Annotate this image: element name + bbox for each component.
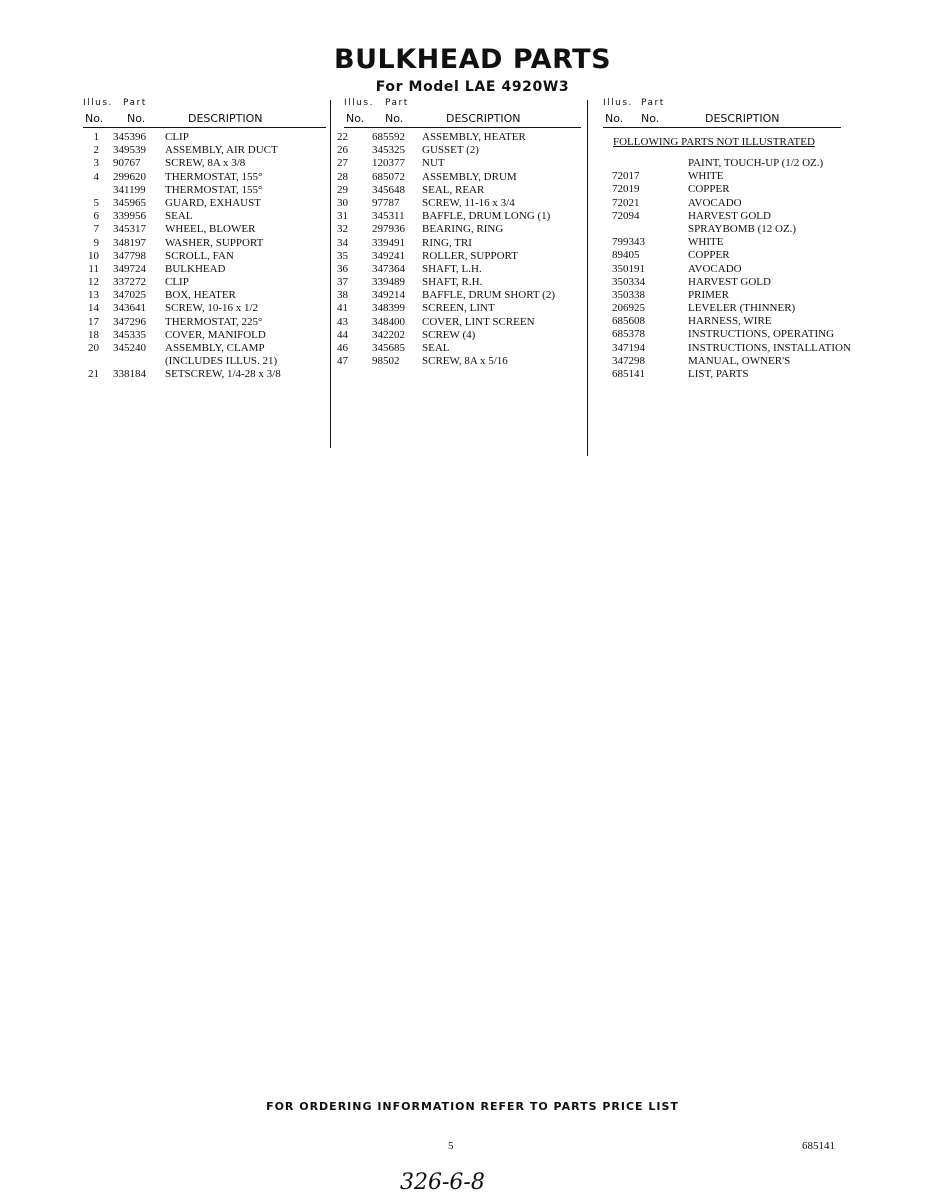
illus-number: 5 <box>93 196 99 209</box>
column-divider <box>330 100 331 448</box>
part-description: LEVELER (THINNER) <box>688 302 796 315</box>
part-row <box>83 131 326 144</box>
part-row <box>337 131 581 144</box>
part-row <box>603 341 851 355</box>
page-title: BULKHEAD PARTS <box>333 44 612 75</box>
illus-header-label: Illus. <box>83 98 113 108</box>
part-description: SEAL <box>422 342 450 354</box>
part-description: GUARD, EXHAUST <box>165 196 261 209</box>
part-number: 685141 <box>612 368 645 380</box>
parts-list <box>83 131 326 382</box>
illus-number: 6 <box>93 210 99 223</box>
part-description: SHAFT, L.H. <box>422 262 482 275</box>
column-header-top <box>344 98 581 112</box>
part-no-header: No. <box>641 112 660 125</box>
illus-number: 4 <box>93 170 99 183</box>
part-description: SCREEN, LINT <box>422 302 495 315</box>
header-rule <box>603 127 841 128</box>
part-no-header: No. <box>385 112 404 125</box>
part-row <box>603 157 841 170</box>
part-description: COVER, MANIFOLD <box>165 328 266 341</box>
part-row <box>337 144 581 157</box>
part-row <box>83 342 326 355</box>
part-header-label: Part <box>123 98 147 108</box>
part-description: SCREW, 8A x 5/16 <box>422 355 508 368</box>
part-row <box>337 170 581 184</box>
illus-number: 14 <box>88 302 99 315</box>
description-header: DESCRIPTION <box>705 112 780 125</box>
part-row <box>337 196 581 210</box>
part-description: BEARING, RING <box>422 223 504 236</box>
part-number: 348399 <box>372 302 405 315</box>
header-rule <box>344 127 581 128</box>
column-header-bottom <box>344 112 581 126</box>
description-header: DESCRIPTION <box>446 112 521 125</box>
part-number: 299620 <box>113 170 146 183</box>
illus-number: 12 <box>88 276 99 289</box>
part-row <box>603 276 841 289</box>
part-row <box>83 263 326 276</box>
illus-number: 28 <box>337 170 348 183</box>
part-number: 120377 <box>372 157 405 170</box>
part-description: SCROLL, FAN <box>165 249 234 262</box>
part-row <box>337 262 581 276</box>
parts-column-1 <box>83 98 326 382</box>
part-description: PRIMER <box>688 288 729 301</box>
illus-number: 37 <box>337 276 348 289</box>
part-number: 338184 <box>113 368 146 381</box>
illus-no-header: No. <box>346 112 365 125</box>
part-row <box>603 197 841 210</box>
part-number: 348400 <box>372 315 405 328</box>
part-row <box>337 210 581 223</box>
part-row <box>83 223 326 236</box>
illus-number: 20 <box>88 342 99 354</box>
part-description: SEAL, REAR <box>422 183 485 196</box>
part-number: 685608 <box>612 315 645 328</box>
part-description: ASSEMBLY, DRUM <box>422 170 517 183</box>
illus-number: 31 <box>337 210 348 223</box>
illus-number: 35 <box>337 249 348 262</box>
illus-number: 13 <box>88 289 99 302</box>
part-row <box>603 210 841 223</box>
part-number: 345965 <box>113 196 146 209</box>
part-description: INSTRUCTIONS, OPERATING <box>688 328 835 341</box>
part-number: 72017 <box>612 170 640 183</box>
part-description: HARVEST GOLD <box>688 275 771 288</box>
illus-number: 26 <box>337 144 348 157</box>
part-row <box>337 355 581 368</box>
part-description: ASSEMBLY, AIR DUCT <box>165 144 278 157</box>
part-row <box>603 223 841 236</box>
part-number: 347194 <box>612 341 645 354</box>
not-illustrated-note: FOLLOWING PARTS NOT ILLUSTRATED <box>613 136 815 148</box>
part-number: 345325 <box>372 144 405 157</box>
part-number: 342202 <box>372 328 405 341</box>
part-row <box>83 197 326 210</box>
part-number: 206925 <box>612 302 645 315</box>
part-description: ASSEMBLY, HEATER <box>422 131 526 143</box>
part-number: 98502 <box>372 355 400 368</box>
part-number: 350334 <box>612 275 645 288</box>
parts-list <box>603 157 851 381</box>
part-description: LIST, PARTS <box>688 368 749 380</box>
illus-number: 41 <box>337 302 348 315</box>
part-description: ASSEMBLY, CLAMP <box>165 342 265 354</box>
part-row <box>83 329 326 342</box>
part-description: WASHER, SUPPORT <box>165 236 264 249</box>
column-header-bottom <box>83 112 326 126</box>
part-description: THERMOSTAT, 155° <box>165 183 263 196</box>
part-number: 345240 <box>113 342 146 354</box>
part-number: 72019 <box>612 183 640 196</box>
part-number: 72094 <box>612 209 640 222</box>
part-row <box>83 171 326 184</box>
part-description: COVER, LINT SCREEN <box>422 315 535 328</box>
part-number: 337272 <box>113 276 146 289</box>
part-number: 349724 <box>113 262 146 275</box>
part-number: 339489 <box>372 276 405 289</box>
illus-number: 46 <box>337 342 348 354</box>
part-no-header: No. <box>127 112 146 125</box>
part-description: WHITE <box>688 236 724 249</box>
illus-number: 47 <box>337 355 348 368</box>
illus-number: 2 <box>93 144 99 157</box>
part-row <box>337 342 581 355</box>
part-description: GUSSET (2) <box>422 144 479 157</box>
illus-number: 10 <box>88 249 99 262</box>
part-description: HARNESS, WIRE <box>688 315 772 328</box>
description-header: DESCRIPTION <box>188 112 263 125</box>
part-row <box>83 289 326 302</box>
part-header-label: Part <box>385 98 409 108</box>
part-row <box>83 157 326 170</box>
part-row <box>603 236 841 249</box>
part-number: 97787 <box>372 196 400 209</box>
part-row <box>337 276 581 289</box>
illus-number: 36 <box>337 262 348 275</box>
part-row <box>603 315 841 328</box>
illus-number: 17 <box>88 315 99 328</box>
part-number: 90767 <box>113 157 141 170</box>
part-description: HARVEST GOLD <box>688 209 771 222</box>
part-description: RING, TRI <box>422 236 472 249</box>
column-divider <box>587 100 588 456</box>
part-number: 685378 <box>612 328 645 341</box>
illus-number: 22 <box>337 131 348 143</box>
illus-number: 9 <box>93 236 99 249</box>
illus-number: 29 <box>337 183 348 196</box>
part-row <box>337 157 581 170</box>
part-description: WHEEL, BLOWER <box>165 223 256 236</box>
part-number: 350338 <box>612 288 645 301</box>
part-number: 339491 <box>372 236 405 249</box>
illus-number: 38 <box>337 289 348 302</box>
ordering-footer: FOR ORDERING INFORMATION REFER TO PARTS PRICE LIST <box>266 1100 679 1113</box>
part-description: NUT <box>422 157 445 170</box>
illus-number: 27 <box>337 157 348 170</box>
part-number: 89405 <box>612 249 640 262</box>
illus-number: 32 <box>337 223 348 236</box>
part-description: AVOCADO <box>688 262 742 275</box>
part-description: SHAFT, R.H. <box>422 276 483 289</box>
illus-header-label: Illus. <box>344 98 374 108</box>
part-row <box>83 355 326 368</box>
part-description: SEAL <box>165 210 193 223</box>
part-row <box>83 250 326 263</box>
part-row <box>83 237 326 250</box>
part-number: 297936 <box>372 223 405 236</box>
column-header-top <box>83 98 326 112</box>
illus-number: 30 <box>337 196 348 209</box>
part-number: 339956 <box>113 210 146 223</box>
page-subtitle: For Model LAE 4920W3 <box>375 79 570 95</box>
part-number: 347025 <box>113 289 146 302</box>
part-description: (INCLUDES ILLUS. 21) <box>165 355 278 368</box>
part-number: 345335 <box>113 328 146 341</box>
illus-number: 44 <box>337 328 348 341</box>
part-row <box>337 315 581 329</box>
part-description: AVOCADO <box>688 196 742 209</box>
part-row <box>83 210 326 223</box>
part-description: PAINT, TOUCH-UP (1/2 OZ.) <box>688 157 824 169</box>
part-number: 347296 <box>113 315 146 328</box>
document-number: 685141 <box>802 1140 835 1152</box>
part-row <box>603 249 841 262</box>
part-number: 349539 <box>113 144 146 157</box>
part-header-label: Part <box>641 98 665 108</box>
part-description: COPPER <box>688 183 730 196</box>
part-description: ROLLER, SUPPORT <box>422 249 518 262</box>
part-number: 345311 <box>372 210 405 223</box>
parts-list <box>337 131 581 368</box>
part-row <box>337 302 581 315</box>
part-row <box>83 184 326 197</box>
part-description: BULKHEAD <box>165 262 226 275</box>
part-number: 341199 <box>113 183 146 196</box>
illus-number: 7 <box>93 223 99 236</box>
column-header-top <box>603 98 841 112</box>
part-row <box>603 302 841 315</box>
part-description: WHITE <box>688 170 724 183</box>
part-row <box>83 276 326 289</box>
part-description: SCREW, 8A x 3/8 <box>165 157 246 170</box>
header-rule <box>83 127 326 128</box>
part-row <box>83 302 326 315</box>
part-row <box>337 236 581 250</box>
part-description: INSTRUCTIONS, INSTALLATION <box>688 341 851 354</box>
part-number: 349241 <box>372 249 405 262</box>
illus-number: 1 <box>93 131 99 143</box>
part-description: THERMOSTAT, 225° <box>165 315 263 328</box>
part-description: CLIP <box>165 131 189 143</box>
part-description: COPPER <box>688 249 730 262</box>
part-description: SCREW, 11-16 x 3/4 <box>422 196 515 209</box>
part-number: 343641 <box>113 302 146 315</box>
illus-number: 3 <box>93 157 99 170</box>
part-number: 345648 <box>372 183 405 196</box>
column-header-bottom <box>603 112 841 126</box>
part-row <box>603 170 841 183</box>
part-number: 685072 <box>372 170 405 183</box>
illus-header-label: Illus. <box>603 98 633 108</box>
handwritten-note: 326-6-8 <box>400 1170 485 1195</box>
part-description: BAFFLE, DRUM SHORT (2) <box>422 289 555 302</box>
part-row <box>337 249 581 263</box>
part-number: 350191 <box>612 262 645 275</box>
part-description: MANUAL, OWNER'S <box>688 354 791 367</box>
part-number: 347798 <box>113 249 146 262</box>
part-row <box>603 328 841 341</box>
part-number: 72021 <box>612 196 640 209</box>
page-number: 5 <box>448 1140 454 1152</box>
part-number: 685592 <box>372 131 405 143</box>
part-number: 345685 <box>372 342 405 354</box>
part-number: 799343 <box>612 236 645 249</box>
part-row <box>603 263 841 276</box>
part-row <box>603 355 841 368</box>
part-description: BAFFLE, DRUM LONG (1) <box>422 210 551 223</box>
part-number: 348197 <box>113 236 146 249</box>
part-description: BOX, HEATER <box>165 289 236 302</box>
part-row <box>337 328 581 342</box>
part-row <box>603 183 841 196</box>
part-description: THERMOSTAT, 155° <box>165 170 263 183</box>
part-description: SETSCREW, 1/4-28 x 3/8 <box>165 368 281 381</box>
part-description: SCREW, 10-16 x 1/2 <box>165 302 259 315</box>
illus-number: 34 <box>337 236 348 249</box>
part-description: SCREW (4) <box>422 328 476 341</box>
illus-number: 11 <box>88 262 99 275</box>
illus-number: 21 <box>88 368 99 381</box>
part-row <box>83 368 326 381</box>
part-number: 347298 <box>612 354 645 367</box>
part-description: SPRAYBOMB (12 OZ.) <box>688 222 797 235</box>
part-number: 347364 <box>372 262 405 275</box>
parts-column-2 <box>337 98 581 368</box>
part-number: 345396 <box>113 131 146 143</box>
part-description: CLIP <box>165 276 189 289</box>
illus-number: 18 <box>88 328 99 341</box>
part-row <box>83 144 326 157</box>
illus-no-header: No. <box>85 112 104 125</box>
part-row <box>337 183 581 197</box>
part-row <box>83 316 326 329</box>
part-row <box>603 289 841 302</box>
illus-number: 43 <box>337 315 348 328</box>
part-number: 345317 <box>113 223 146 236</box>
parts-column-3 <box>603 98 851 381</box>
part-number: 349214 <box>372 289 405 302</box>
part-row <box>337 289 581 302</box>
part-row <box>337 223 581 236</box>
part-row <box>603 368 841 381</box>
illus-no-header: No. <box>605 112 624 125</box>
